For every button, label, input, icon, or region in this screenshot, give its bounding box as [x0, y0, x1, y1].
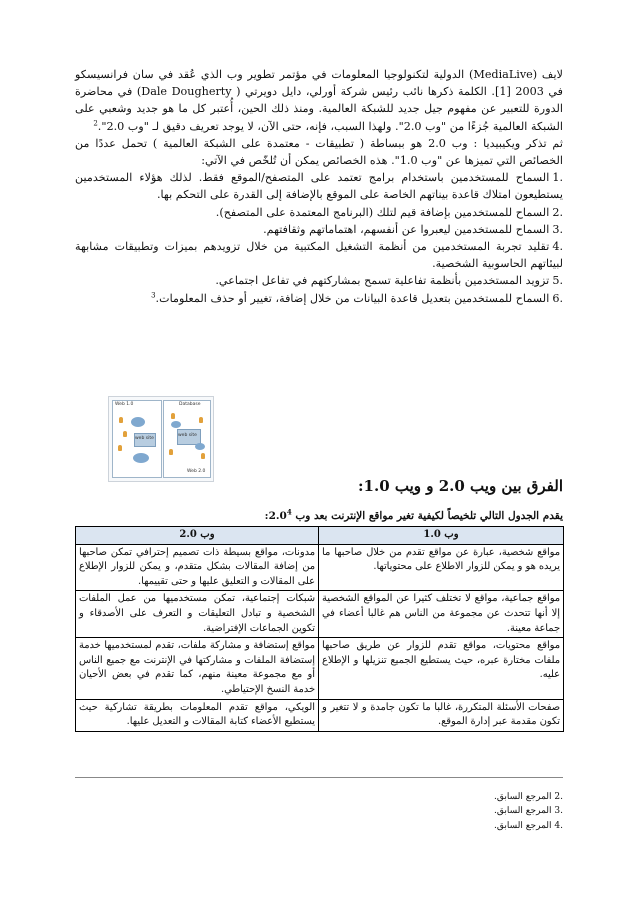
column-header-web2: وب 2.0 [76, 527, 319, 545]
web2-box-label: web site [178, 433, 197, 438]
web2-title: Web 2.0 [187, 469, 206, 474]
table-row [76, 591, 564, 638]
footnote-mark[interactable]: 2 [93, 118, 98, 127]
table-cell: مواقع شخصية، عبارة عن مواقع تقدم من خلال صاحبها ما يريده هو و يمكن للزوار الاطلاع على محتوياتها. [319, 544, 564, 591]
table-row [76, 699, 564, 731]
column-header-web1: وب 1.0 [319, 527, 564, 545]
table-cell: مواقع جماعية، مواقع لا تختلف كثيرا عن المواقع الشخصية إلا أنها تتحدث عن مجموعة من الناس هم غالبا أعضاء في جماعة معينة. [319, 591, 564, 638]
list-item: .5تزويد المستخدمين بأنظمة تفاعلية تسمح بمشاركتهم في تفاعل اجتماعي. [215, 274, 563, 288]
table-row [76, 638, 564, 699]
cloud-icon [195, 443, 205, 450]
list-item: .1السماح للمستخدمين باستخدام برامج تعتمد على المتصفح/الموقع فقط. لذلك هؤلاء المستخدمين يستطيعون امتلاك قاعدة بيناتهم الخاصة على الموقع بالإضافة إلى القدرة على التحكم بها. [75, 171, 563, 202]
list-item: .2السماح للمستخدمين بإضافة قيم لتلك (البرنامج المعتمدة على المتصفح). [215, 205, 563, 219]
table-cell: مواقع محتويات، مواقع تقدم للزوار عن طريق صاحبها ملفات مختارة عبره، حيث يستطيع الجميع تنزيلها و الإطلاع عليه. [319, 638, 564, 699]
footnote: .2 المرجع السابق. [494, 792, 563, 802]
user-icon [171, 413, 175, 419]
footnote-mark[interactable]: 3 [151, 290, 156, 299]
table-cell: مدونات، مواقع بسيطة ذات تصميم إحترافي تمكن صاحبها من إضافة المقالات بشكل متقدم، و يمكن للزوار الإطلاع على المقالات و التعليق عليها و حتى تقييمها. [76, 544, 319, 591]
list-item: .6السماح للمستخدمين بتعديل قاعدة البيانات من خلال إضافة، تغيير أو حذف المعلومات.$^3$ [151, 290, 563, 305]
list-item: .4تقليد تجربة المستخدمين من أنظمة التشغيل المكتبية من خلال تزويدهم بميزات وتطبيقات مشابهة لبيئاتهم الحاسوبية الشخصية. [75, 240, 563, 271]
table-cell: صفحات الأسئلة المتكررة، غالبا ما تكون جامدة و لا تتغير و تكون مقدمة عبر إدارة الموقع. [319, 699, 564, 731]
web2-header: Database [179, 402, 201, 407]
user-icon [123, 431, 127, 437]
table-cell: شبكات إجتماعية، تمكن مستخدميها من عمل الملفات الشخصية و تبادل التعليقات و التعرف على الأصدقاء و تكوين الجماعات الإفتراضية. [76, 591, 319, 638]
footnote-divider [75, 777, 563, 778]
article-body [75, 66, 563, 307]
footnote: .3 المرجع السابق. [494, 806, 563, 817]
table-header-row [76, 527, 564, 545]
comparison-table [75, 526, 564, 732]
user-icon [118, 445, 122, 451]
table-cell: الويكي، مواقع تقدم المعلومات بطريقة تشاركية حيث يستطيع الأعضاء كتابة المقالات و التعديل عليها. [76, 699, 319, 731]
web1-box-label: web site [135, 436, 154, 441]
footnote-mark[interactable]: 4 [286, 507, 292, 517]
section-title: الفرق بين ويب 2.0 و ويب 1.0: [357, 477, 563, 495]
user-icon [199, 417, 203, 423]
table-row [76, 544, 564, 591]
cloud-icon [171, 421, 181, 428]
web-comparison-figure [108, 396, 214, 482]
user-icon [119, 417, 123, 423]
intro-paragraph: لايف (MediaLive) الدولية لتكنولوجيا المعلومات في مؤتمر تطوير وب الذي عُقد في سان فرانسيسكو في 2003 [1]. الكلمة ذكرها نائب رئيس شركة أورلي، دايل دويرتي ( Dale Dougherty) في محاضرة الدورة للتعبير عن مفهوم جيل جديد للشبكة العالمية. ومنذ ذلك الحين، أُعتبر كل ما هو جديد وشعبي على الشبكة العالمية جُزءًا من "وب 2.0". ولهذا السبب، فإنه، حتى الآن، لا يوجد تعريف دقيق لـ "وب 2.0".$^2$ [75, 68, 564, 133]
table-intro: يقدم الجدول التالي تلخيصاً لكيفية تغير مواقع الإنترنت بعد وب $2.0^4$: [264, 507, 563, 522]
features-list [75, 169, 563, 307]
list-item: .3السماح للمستخدمين ليعبروا عن أنفسهم، اهتماماتهم وثقافتهم. [263, 222, 563, 236]
user-icon [169, 449, 173, 455]
user-icon [201, 453, 205, 459]
web1-title: Web 1.0 [115, 402, 134, 407]
cloud-icon [133, 453, 149, 463]
cloud-icon [131, 417, 145, 427]
wiki-paragraph: ثم تذكر ويكيبيديا : وب 2.0 هو ببساطة ( تطبيقات - معتمدة على الشبكة العالمية ) تحمل عددًا من الخصائص التي تميزها عن "وب 1.0". هذه الخصائص يمكن أن تُلخّص في الآتي: [75, 136, 563, 168]
footnote: .4 المرجع السابق. [494, 820, 563, 831]
table-cell: مواقع إستضافة و مشاركة ملفات، تقدم لمستخدميها خدمة إستضافة الملفات و مشاركتها في الإنترنت مع جميع الناس أو مع مجموعة معينة منهم، كما تقدم في بعض الأحيان خدمة النسخ الإحتياطي. [76, 638, 319, 699]
footnotes [494, 790, 563, 833]
